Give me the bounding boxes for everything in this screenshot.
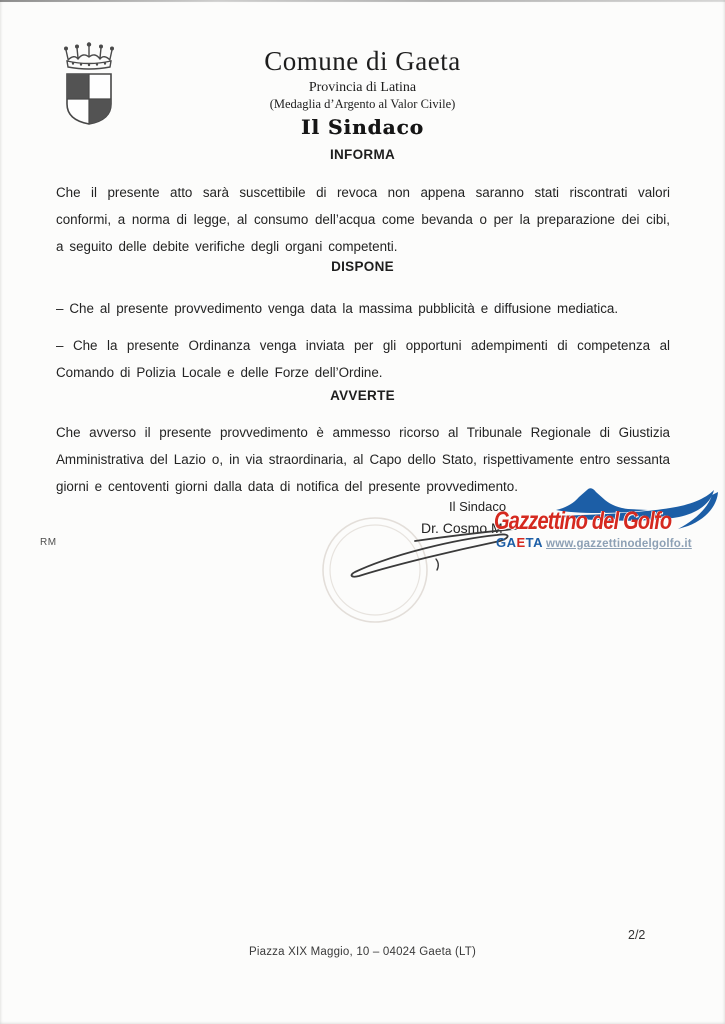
signature-name: Dr. Cosmo M [421, 520, 503, 536]
avverte-paragraph: Che avverso il presente provvedimento è ammesso ricorso al Tribunale Regionale di Giustizia Amministrativa del Lazio o, in via straordinaria, al Capo dello Stato, rispettivamente entro sessanta giorni e centoventi giorni dalla data di notifica del presente provvedimento. [56, 425, 670, 494]
province-subtitle: Provincia di Latina [308, 80, 417, 95]
section-heading-avverte: AVVERTE [330, 388, 395, 403]
gazzettino-watermark [492, 482, 722, 554]
dispone-item-2: – Che la presente Ordinanza venga inviata per gli opportuni adempimenti di competenza al Comando di Polizia Locale e delle Forze dell’Ordine. [56, 338, 670, 380]
section-heading-informa: INFORMA [329, 147, 396, 162]
informa-paragraph: Che il presente atto sarà suscettibile di revoca non appena saranno stati riscontrati valori conformi, a norma di legge, al consumo dell’acqua come bevanda o per la preparazione dei cibi, a seguito delle debite verifiche degli organi competenti. [56, 185, 670, 254]
gazzettino-title: Gazzettino del Golfo [494, 507, 672, 535]
section-heading-dispone: DISPONE [331, 259, 394, 274]
footer-address: Piazza XIX Maggio, 10 – 04024 Gaeta (LT) [248, 946, 477, 958]
page-number: 2/2 [628, 928, 646, 942]
medal-subtitle: (Medaglia d’Argento al Valor Civile) [269, 97, 456, 111]
signature-role-label: Il Sindaco [448, 499, 507, 514]
city-part-1: GA [496, 535, 517, 550]
gazzettino-website: www.gazzettinodelgolfo.it [546, 538, 692, 550]
gazzettino-city-line [496, 535, 692, 550]
municipality-title: Comune di Gaeta [264, 46, 461, 76]
letterhead [0, 46, 725, 139]
office-blackletter-title: Il Sindaco [301, 115, 424, 139]
city-part-2: TA [525, 535, 544, 550]
dispone-item-1: – Che al presente provvedimento venga data la massima pubblicità e diffusione mediatica. [56, 301, 619, 316]
scan-artifact-line [0, 0, 725, 2]
drafter-initials: RM [40, 537, 57, 548]
city-accent-letter: E [516, 535, 526, 550]
